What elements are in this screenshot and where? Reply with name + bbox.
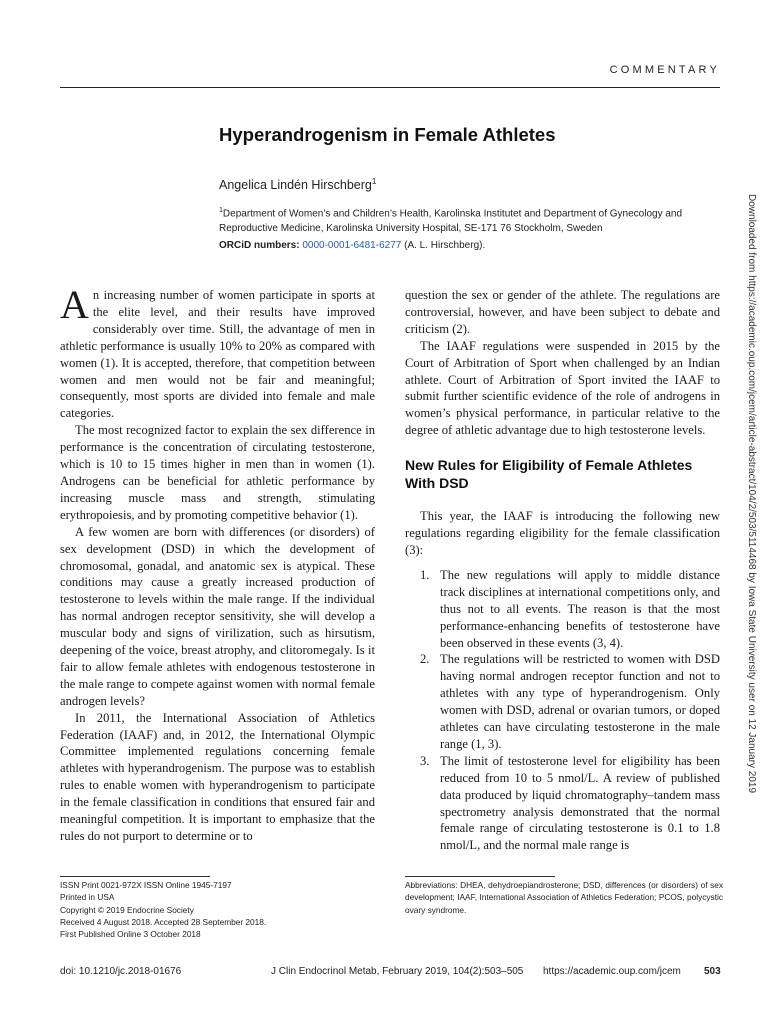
paragraph-4: In 2011, the International Association of Athletics Federation (IAAF) and, in 2012, the International Olympic Committee implemented regulations concerning female athletes with hyperandrogenism. The purpose was to establish rules to enable women with hyperandrogenism to participate in the female classification in conditions that ensured fair and meaningful competition. It is important to emphasize that the rules do not purport to determine or to	[60, 710, 375, 843]
issn-line: ISSN Print 0021-972X ISSN Online 1945-7197	[60, 880, 232, 890]
orcid-line	[219, 240, 485, 251]
list-item-text: The limit of testosterone level for eligibility has been reduced from 10 to 5 nmol/L. A review of published data produced by liquid chromatography–tandem mass spectrometry analysis demonstrated that the normal female range of circulating testosterone is 0.1 to 1.8 nmol/L, and the normal male range is	[440, 753, 720, 853]
paragraph-7: This year, the IAAF is introducing the following new regulations regarding eligibility for the female classification (3):	[405, 509, 720, 557]
list-item-number: 1.	[420, 567, 430, 582]
drop-cap: A	[60, 282, 89, 327]
affiliation	[219, 203, 724, 236]
footnote-divider-left	[60, 876, 210, 877]
printed-line: Printed in USA	[60, 892, 115, 903]
header-divider	[60, 87, 720, 88]
right-column	[405, 287, 720, 854]
list-item	[405, 567, 720, 652]
section-label: COMMENTARY	[609, 64, 720, 76]
received-line: Received 4 August 2018. Accepted 28 September 2018.	[60, 916, 267, 927]
affiliation-marker: 1	[219, 207, 223, 214]
footer-journal: J Clin Endocrinol Metab, February 2019, 104(2):503–505	[271, 966, 524, 977]
list-item-text: The new regulations will apply to middle distance track disciplines at international competitions only, and thus not to all events. The reason is that the most performance-enhancing benefits of testosterone have been observed in these events (3, 4).	[440, 567, 720, 650]
paragraph-1-text: n increasing number of women participate in sports at the elite level, and their results have improved considerably over time. Still, the advantage of men in athletic performance is usually 10% to 20% as compared with women (1). It is accepted, therefore, that competition between women and men would not be fair and meaningful; consequently, most sports are divided into female and male categories.	[60, 288, 375, 421]
list-item-number: 3.	[420, 753, 430, 768]
paragraph-1	[60, 282, 375, 422]
list-item	[405, 753, 720, 854]
orcid-name: (A. L. Hirschberg).	[404, 240, 486, 251]
front-matter	[60, 879, 380, 940]
download-notice: Downloaded from https://academic.oup.com/jcem/article-abstract/104/2/503/5114468 by Iowa State University user on 12 January 2019	[746, 194, 757, 794]
page-number: 503	[704, 966, 721, 977]
orcid-link[interactable]: 0000-0001-6481-6277	[302, 240, 402, 251]
paragraph-3: A few women are born with differences (or disorders) of sex development (DSD) in which the development of chromosomal, gonadal, and anatomic sex is atypical. These conditions may cause a greatly increased production of testosterone to levels within the male range. If the individual has normal androgen receptor sensitivity, she will develop a muscular body and signs of virilization, such as hirsutism, deepening of the voice, breast atrophy, and clitoromegaly. Is it fair to allow female athletes with endogenous testosterone in the male range to compete against women with normal female androgen levels?	[60, 524, 375, 708]
copyright-line: Copyright © 2019 Endocrine Society	[60, 904, 194, 915]
footer-url[interactable]: https://academic.oup.com/jcem	[543, 966, 681, 977]
list-item-text: The regulations will be restricted to women with DSD having normal androgen receptor function and not to athletes with any type of hyperandrogenism. Only women with DSD, adrenal or ovarian tumors, or doped athletes can have circulating testosterone in the male range (1, 3).	[440, 652, 720, 751]
footnote-divider-right	[405, 876, 555, 877]
affiliation-text: Department of Women’s and Children’s Health, Karolinska Institutet and Department of Gynecology and Reproductive Medicine, Karolinska University Hospital, SE-171 76 Stockholm, Sweden	[219, 208, 683, 235]
regulations-list	[405, 567, 720, 854]
paragraph-2: The most recognized factor to explain the sex difference in performance is the concentration of circulating testosterone, which is 10 to 15 times higher in men than in women (1). Androgens can be beneficial for athletic performance by increasing muscle mass and strength, stimulating erythropoiesis, and by promoting competitive behavior (1).	[60, 423, 375, 522]
paragraph-6: The IAAF regulations were suspended in 2015 by the Court of Arbitration of Sport when challenged by an Indian athlete. Court of Arbitration of Sport invited the IAAF to submit further scientific evidence of the role of androgens in women’s physical performance, in particular relative to the degree of athletic advantage due to high testosterone levels.	[405, 338, 720, 438]
download-notice-strip	[743, 194, 761, 794]
published-line: First Published Online 3 October 2018	[60, 929, 201, 940]
author-name: Angelica Lindén Hirschberg	[219, 178, 372, 193]
list-item-number: 2.	[420, 652, 430, 667]
abbreviations-footnote: Abbreviations: DHEA, dehydroepiandrosterone; DSD, differences (or disorders) of sex development; IAAF, International Association of Athletics Federation; PCOS, polycystic ovary syndrome.	[405, 880, 723, 915]
list-item	[405, 651, 720, 752]
author-affiliation-marker: 1	[371, 177, 377, 186]
left-column	[60, 282, 375, 845]
orcid-label: ORCiD numbers:	[219, 240, 300, 251]
footer-doi[interactable]: doi: 10.1210/jc.2018-01676	[60, 966, 182, 977]
article-title: Hyperandrogenism in Female Athletes	[219, 124, 556, 145]
paragraph-5: question the sex or gender of the athlete. The regulations are controversial, however, and have been subject to debate and criticism (2).	[405, 288, 720, 336]
author-line	[219, 177, 376, 192]
section-heading: New Rules for Eligibility of Female Athletes With DSD	[405, 457, 693, 492]
